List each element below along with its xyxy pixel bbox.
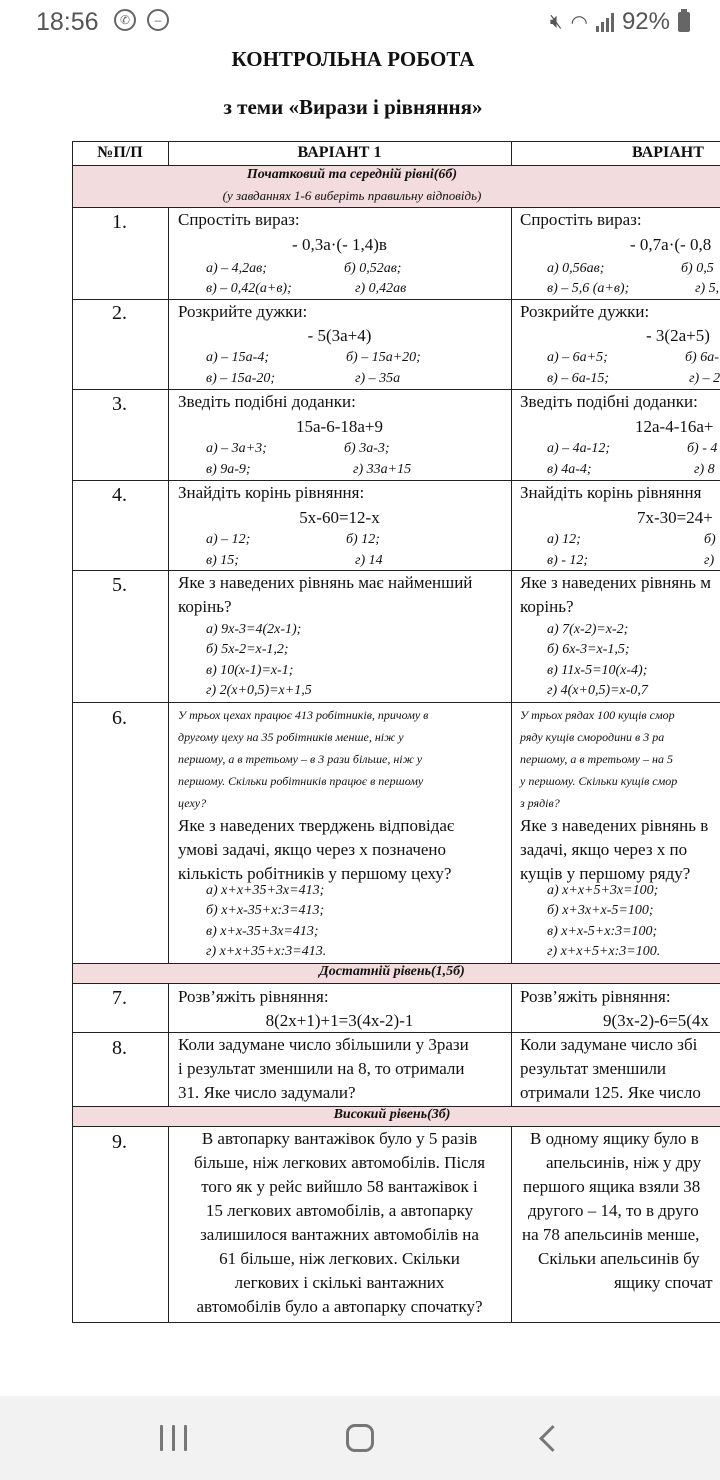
table-line bbox=[511, 983, 512, 1107]
task-text-line: автомобілів було а автопарку спочатку? bbox=[196, 1297, 483, 1316]
task-question: Яке з наведених тверджень відповідає bbox=[178, 816, 455, 835]
problem-line: у першому. Скільки кущів смор bbox=[520, 774, 678, 788]
task-text-line: В автопарку вантажівок було у 5 разів bbox=[201, 1129, 478, 1148]
task-text-line: Скільки апельсинів бу bbox=[538, 1249, 700, 1268]
level-3-title: Високий рівень(3б) bbox=[333, 1107, 451, 1122]
answer-option: б) 6х-3=х-1,5; bbox=[547, 642, 630, 657]
row-number: 4. bbox=[112, 484, 127, 506]
task-text-line: результат зменшили bbox=[520, 1059, 667, 1078]
task-text-line: першого ящика взяли 38 bbox=[523, 1177, 701, 1196]
task-question: Зведіть подібні доданки: bbox=[520, 392, 698, 411]
answer-option: б) 3а-3; bbox=[344, 441, 390, 456]
task-question: кущів у першому ряду? bbox=[520, 864, 691, 883]
answer-option: г) 2(х+0,5)=х+1,5 bbox=[206, 683, 312, 698]
answer-option: г) х+х+35+х:3=413. bbox=[206, 944, 327, 959]
answer-option: г) 4(х+0,5)=х-0,7 bbox=[547, 683, 648, 698]
table-line bbox=[72, 570, 720, 571]
answer-option: а) 0,56ав; bbox=[547, 261, 605, 276]
answer-option: г) 14 bbox=[355, 553, 383, 568]
table-line bbox=[72, 299, 720, 300]
answer-option: а) – 4,2ав; bbox=[206, 261, 267, 276]
table-line bbox=[72, 389, 720, 390]
level-1-title: Початковий та середній рівні(6б) bbox=[246, 167, 458, 182]
level-1-note: (у завданнях 1-6 виберіть правильну відповідь) bbox=[222, 188, 482, 203]
answer-option: в) х+х-35+3х=413; bbox=[206, 924, 319, 939]
task-text-line: 15 легкових автомобілів, а автопарку bbox=[205, 1201, 474, 1220]
task-question: корінь? bbox=[520, 597, 574, 616]
task-question: Спростіть вираз: bbox=[520, 210, 642, 229]
document-title: КОНТРОЛЬНА РОБОТА bbox=[231, 47, 475, 71]
task-question: корінь? bbox=[178, 597, 232, 616]
row-number: 9. bbox=[112, 1131, 127, 1153]
answer-option: а) – 6а+5; bbox=[547, 350, 608, 365]
answer-option: б) bbox=[704, 532, 716, 547]
task-text-line: другого – 14, то в друго bbox=[528, 1201, 699, 1220]
viber-icon: ✆ bbox=[114, 9, 136, 31]
answer-option: в) – 0,42(а+в); bbox=[206, 281, 292, 296]
task-question: Розкрийте дужки: bbox=[178, 302, 308, 321]
table-line bbox=[72, 207, 720, 208]
task-text-line: апельсинів, ніж у дру bbox=[546, 1153, 702, 1172]
answer-option: а) – 3а+3; bbox=[206, 441, 267, 456]
task-question: Розкрийте дужки: bbox=[520, 302, 650, 321]
row-number: 2. bbox=[112, 302, 127, 324]
problem-line: з рядів? bbox=[520, 796, 560, 810]
answer-option: а) 7(х-2)=х-2; bbox=[547, 622, 629, 637]
answer-option: г) 5, bbox=[695, 281, 720, 296]
answer-option: г) 33а+15 bbox=[353, 462, 412, 477]
header-variant-2: ВАРІАНТ bbox=[632, 144, 704, 161]
task-question: Знайдіть корінь рівняння bbox=[520, 483, 702, 502]
task-text-line: легкових і скількі вантажних bbox=[234, 1273, 445, 1292]
answer-option: в) 9а-9; bbox=[206, 462, 251, 477]
answer-option: в) 10(х-1)=х-1; bbox=[206, 663, 294, 678]
task-question: Розв’яжіть рівняння: bbox=[178, 987, 329, 1006]
answer-option: г) bbox=[704, 553, 715, 568]
answer-option: а) 9х-3=4(2х-1); bbox=[206, 622, 302, 637]
answer-option: б) – 15а+20; bbox=[346, 350, 421, 365]
table-line bbox=[72, 1032, 720, 1033]
answer-option: б) 5х-2=х-1,2; bbox=[206, 642, 289, 657]
task-question: Спростіть вираз: bbox=[178, 210, 300, 229]
answer-option: в) 11х-5=10(х-4); bbox=[547, 663, 648, 678]
answer-option: а) – 4а-12; bbox=[547, 441, 610, 456]
table-line bbox=[72, 983, 720, 984]
answer-option: в) – 15а-20; bbox=[206, 371, 276, 386]
document-subtitle: з теми «Вирази і рівняння» bbox=[223, 95, 483, 119]
task-text-line: на 78 апельсинів менше, bbox=[522, 1225, 700, 1244]
task-text-line: Коли задумане число збі bbox=[520, 1035, 698, 1054]
task-expression: - 0,3а·(- 1,4)в bbox=[292, 235, 387, 254]
wifi-icon: ◠ bbox=[570, 11, 588, 34]
answer-option: в) 4а-4; bbox=[547, 462, 592, 477]
answer-option: б) - 4 bbox=[687, 441, 718, 456]
answer-option: г) – 2 bbox=[689, 371, 720, 386]
task-question: кількість робітників у першому цеху? bbox=[178, 864, 452, 883]
task-expression: 5х-60=12-х bbox=[299, 508, 380, 527]
answer-option: г) – 35а bbox=[355, 371, 401, 386]
task-expression: - 3(2а+5) bbox=[646, 326, 710, 345]
answer-option: а) – 15а-4; bbox=[206, 350, 269, 365]
task-question: умові задачі, якщо через х позначено bbox=[178, 840, 447, 859]
header-num: №П/П bbox=[97, 144, 143, 161]
answer-option: а) х+х+5+3х=100; bbox=[547, 883, 659, 898]
recent-apps-icon[interactable] bbox=[160, 1425, 188, 1451]
test-table bbox=[72, 141, 720, 1323]
problem-line: цеху? bbox=[178, 796, 207, 810]
answer-option: а) 12; bbox=[547, 532, 581, 547]
row-number: 8. bbox=[112, 1037, 127, 1059]
problem-line: першому, а в третьому – на 5 bbox=[520, 752, 673, 766]
answer-option: б) 6а- bbox=[685, 350, 719, 365]
answer-option: а) х+х+35+3х=413; bbox=[206, 883, 325, 898]
answer-option: г) х+х+5+х:3=100. bbox=[547, 944, 661, 959]
task-expression: 7х-30=24+ bbox=[637, 508, 713, 527]
answer-option: б) 0,52ав; bbox=[344, 261, 402, 276]
task-text-line: Коли задумане число збільшили у 3рази bbox=[178, 1035, 469, 1054]
table-line bbox=[72, 141, 720, 142]
answer-option: в) - 12; bbox=[547, 553, 589, 568]
task-text-line: того як у рейс вийшло 58 вантажівок і bbox=[201, 1177, 478, 1196]
answer-option: а) – 12; bbox=[206, 532, 251, 547]
mute-icon: 🔇︎ bbox=[549, 10, 563, 33]
table-line bbox=[168, 207, 169, 964]
row-number: 1. bbox=[112, 211, 127, 233]
task-question: Зведіть подібні доданки: bbox=[178, 392, 356, 411]
task-question: Розв’яжіть рівняння: bbox=[520, 987, 671, 1006]
answer-option: в) – 6а-15; bbox=[547, 371, 610, 386]
answer-option: б) х+х-35+х:3=413; bbox=[206, 903, 325, 918]
problem-line: У трьох рядах 100 кущів смор bbox=[520, 708, 675, 722]
status-bar bbox=[0, 0, 720, 44]
problem-line: першому. Скільки робітників працює в першому bbox=[178, 774, 424, 788]
row-number: 7. bbox=[112, 987, 127, 1009]
level-2-title: Достатній рівень(1,5б) bbox=[319, 964, 465, 979]
task-expression: 15а-6-18а+9 bbox=[295, 417, 383, 436]
task-text-line: більше, ніж легкових автомобілів. Після bbox=[193, 1153, 486, 1172]
task-expression: 9(3х-2)-6=5(4х bbox=[603, 1011, 709, 1030]
task-question: Яке з наведених рівнянь м bbox=[520, 573, 711, 592]
status-time: 18:56 bbox=[36, 8, 99, 36]
task-expression: 12а-4-16а+ bbox=[635, 417, 714, 436]
problem-line: У трьох цехах працює 413 робітників, причому в bbox=[178, 708, 429, 722]
table-line bbox=[511, 207, 512, 964]
table-line bbox=[72, 165, 720, 166]
task-expression: 8(2х+1)+1=3(4х-2)-1 bbox=[265, 1011, 414, 1030]
do-not-disturb-icon: – bbox=[147, 9, 169, 31]
battery-icon bbox=[678, 12, 690, 32]
battery-percent: 92% bbox=[621, 8, 670, 35]
table-line bbox=[511, 141, 512, 166]
answer-option: г) 8 bbox=[694, 462, 715, 477]
task-question: Яке з наведених рівнянь в bbox=[520, 816, 709, 835]
status-right bbox=[550, 8, 690, 36]
answer-option: б) х+3х+х-5=100; bbox=[547, 903, 654, 918]
task-text-line: ящику спочат bbox=[614, 1273, 713, 1292]
task-text-line: і результат зменшили на 8, то отримали bbox=[178, 1059, 465, 1078]
problem-line: другому цеху на 35 робітників менше, ніж у bbox=[178, 730, 404, 744]
answer-option: в) – 5,6 (а+в); bbox=[547, 281, 630, 296]
row-number: 5. bbox=[112, 574, 127, 596]
table-line bbox=[72, 480, 720, 481]
task-question: задачі, якщо через х по bbox=[520, 840, 688, 859]
task-expression: - 0,7а·(- 0,8 bbox=[630, 235, 712, 254]
table-line bbox=[72, 702, 720, 703]
problem-line: ряду кущів смородини в 3 ра bbox=[520, 730, 665, 744]
home-icon[interactable] bbox=[346, 1424, 374, 1452]
task-text-line: 31. Яке число задумали? bbox=[178, 1083, 356, 1102]
task-text-line: залишилося вантажних автомобілів на bbox=[200, 1225, 479, 1244]
signal-icon bbox=[596, 12, 614, 32]
answer-option: в) х+х-5+х:3=100; bbox=[547, 924, 658, 939]
table-line bbox=[511, 1126, 512, 1323]
task-expression: - 5(3а+4) bbox=[307, 326, 372, 345]
task-question: Знайдіть корінь рівняння: bbox=[178, 483, 365, 502]
row-number: 3. bbox=[112, 393, 127, 415]
task-question: Яке з наведених рівнянь має найменший bbox=[178, 573, 473, 592]
task-text-line: 61 більше, ніж легкових. Скільки bbox=[219, 1249, 460, 1268]
table-line bbox=[168, 983, 169, 1107]
problem-line: першому, а в третьому – в 3 рази більше, ніж у bbox=[178, 752, 423, 766]
answer-option: г) 0,42ав bbox=[355, 281, 407, 296]
header-variant-1: ВАРІАНТ 1 bbox=[297, 144, 382, 161]
table-line bbox=[72, 1126, 720, 1127]
answer-option: б) 12; bbox=[346, 532, 380, 547]
answer-option: б) 0,5 bbox=[681, 261, 714, 276]
row-number: 6. bbox=[112, 707, 127, 729]
answer-option: в) 15; bbox=[206, 553, 239, 568]
task-text-line: В одному ящику було в bbox=[530, 1129, 699, 1148]
task-text-line: отримали 125. Яке число bbox=[520, 1083, 701, 1102]
table-line bbox=[72, 1322, 720, 1323]
